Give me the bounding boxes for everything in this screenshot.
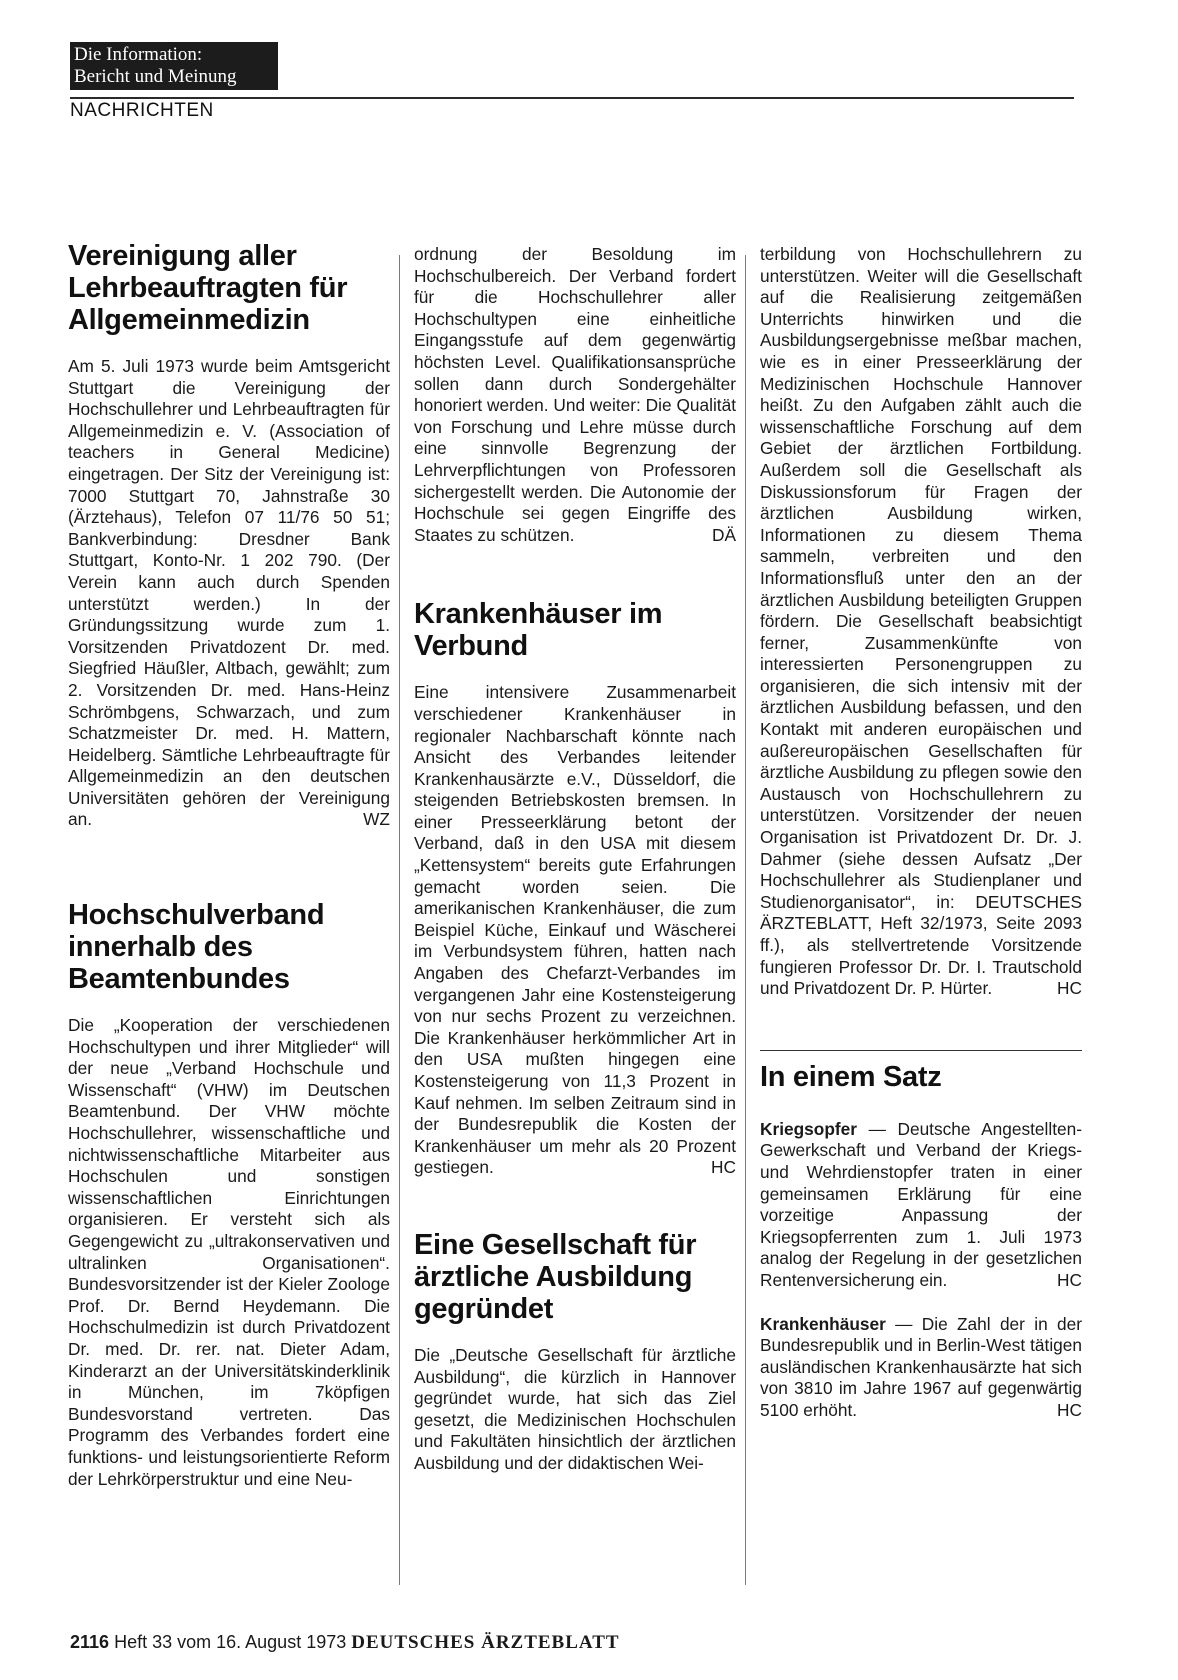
article-signature-hochschulverband: DÄ: [711, 524, 736, 545]
rubric-line-1: Die Information:: [74, 44, 203, 65]
article-text-vereinigung: Am 5. Juli 1973 wurde beim Amtsgericht Stuttgart die Vereinigung der Hochschullehrer und Lehrbeauftragten für Allgemeinmedizin e. V. (Association of teachers in General Medicine) eingetragen. Der Sitz der Vereinigung ist: 7000 Stuttgart 70, Jahnstraße 30 (Ärztehaus), Telefon 07 11/76 50 51; Bankverbindung: Dresdner Bank Stuttgart, Konto-Nr. 1 202 790. (Der Verein kann auch durch Spenden unterstützt werden.) In der Gründungssitzung wurde zum 1. Vorsitzenden Privatdozent Dr. med. Siegfried Häußler, Altbach, gewählt; zum 2. Vorsitzenden Dr. med. Hans-Heinz Schrömbgens, Schwarzach, und zum Schatzmeister Dr. med. H. Mattern, Heidelberg. Sämtliche Lehrbeauftragte für Allgemeinmedizin an den deutschen Universitäten gehören der Vereinigung an.: [68, 356, 390, 830]
article-title-vereinigung: Vereinigung aller Lehrbeauftragten für Allgemeinmedizin: [68, 240, 348, 336]
article-signature-krankenhaeuser: HC: [711, 1157, 736, 1178]
article-body-gesellschaft-part2: [760, 244, 1082, 1000]
satz-term-krankenhaeuser: Krankenhäuser: [760, 1313, 886, 1334]
article-body-hochschulverband-part1: Die „Kooperation der verschiedenen Hochschultypen und ihrer Mitglieder“ will der neue „Verband Hochschule und Wissenschaft“ (VHW) im Deutschen Beamtenbund. Der VHW möchte Hochschullehrer, wissenschaftliche und nichtwissenschaftliche Mitarbeiter aus Hochschulen und sonstigen wissenschaftlichen Einrichtungen organisieren. Er versteht sich als Gegengewicht zu „ultrakonservativen und ultralinken Organisationen“. Bundesvorsitzender ist der Kieler Zoologe Prof. Dr. Bernd Heydemann. Die Hochschulmedizin ist durch Privatdozent Dr. med. Dr. rer. nat. Dieter Adam, Kinderarzt an der Universitätskinderklinik in München, im 7köpfigen Bundesvorstand vertreten. Das Programm des Verbandes fordert eine funktions- und leistungsorientierte Reform der Lehrkörperstruktur und eine Neu-: [68, 1015, 390, 1489]
article-signature-gesellschaft: HC: [1057, 978, 1082, 999]
article-text-krankenhaeuser: Eine intensivere Zusammenarbeit verschiedener Krankenhäuser in regionaler Nachbarschaft könnte nach Ansicht des Verbandes leitender Krankenhausärzte e.V., Düsseldorf, die steigenden Betriebskosten bremsen. In einer Presseerklärung betont der Verband, daß in den USA mit diesem „Kettensystem“ bereits gute Erfahrungen gemacht worden seien. Die amerikanischen Krankenhäuser, die zum Beispiel Küche, Einkauf und Wäscherei im Verbundsystem führen, hatten nach Angaben des Chefarzt-Verbandes im vergangenen Jahr eine Kostensteigerung von nur sechs Prozent zu verzeichnen. Die Krankenhäuser herkömmlicher Art in den USA mußten hingegen eine Kostensteigerung von 11,3 Prozent in Kauf nehmen. Im selben Zeitraum sind in der Bundesrepublik die Kosten der Krankenhäuser um mehr als 20 Prozent gestiegen.: [414, 682, 736, 1178]
article-body-krankenhaeuser: [414, 682, 736, 1179]
satz-signature-krankenhaeuser: HC: [1057, 1399, 1082, 1420]
article-title-gesellschaft: Eine Gesellschaft für ärztliche Ausbildung gegründet: [414, 1228, 697, 1325]
article-text-gesellschaft-cont: terbildung von Hochschullehrern zu unterstützen. Weiter will die Gesellschaft auf die Realisierung zeitgemäßen Unterrichts hinwirken und die Ausbildungsergebnisse meßbar machen, wie es in einer Presseerklärung der Medizinischen Hochschule Hannover heißt. Zu den Aufgaben zählt auch die wissenschaftliche Forschung auf dem Gebiet der ärztlichen Fortbildung. Außerdem soll die Gesellschaft als Diskussionsforum für Fragen der ärztlichen Ausbildung wirken, Informationen zu diesem Thema sammeln, verbreiten und den Informationsfluß unter den an der ärztlichen Ausbildung beteiligten Gruppen fördern. Die Gesellschaft beabsichtigt ferner, Zusammenkünfte von interessierten Personengruppen zu organisieren, die sich intensiv mit der ärztlichen Ausbildung befassen, und den Kontakt mit anderen europäischen und außereuropäischen Gesellschaften für ärztliche Ausbildung zu pflegen sowie den Austausch von Hochschullehrern zu unterstützen. Vorsitzender der neuen Organisation ist Privatdozent Dr. Dr. J. Dahmer (siehe dessen Aufsatz „Der Hochschullehrer als Studienplaner und Studienorganisator“, in: DEUTSCHES ÄRZTEBLATT, Heft 32/1973, Seite 2093 ff.), als stellvertretende Vorsitzende fungieren Professor Dr. Dr. I. Trautschold und Privatdozent Dr. P. Hürter.: [760, 244, 1082, 999]
column-2: [414, 244, 736, 1475]
article-title-krankenhaeuser: Krankenhäuser im Verbund: [414, 598, 663, 663]
article-title-satz: In einem Satz: [760, 1060, 942, 1093]
page-number: 2116: [70, 1632, 110, 1652]
article-body-gesellschaft-part1: Die „Deutsche Gesellschaft für ärztliche Ausbildung“, die kürzlich in Hannover gegründet wurde, hat sich das Ziel gesetzt, die Medizinischen Hochschulen und Fakultäten hinsichtlich der ärztlichen Ausbildung und der didaktischen Wei-: [414, 1344, 736, 1473]
article-body-vereinigung: [68, 356, 390, 831]
page-footer: [70, 1632, 620, 1654]
satz-text-krankenhaeuser: — Die Zahl der in der Bundesrepublik und in Berlin-West tätigen ausländischen Krankenhausärzte hat sich von 3810 im Jahre 1967 auf gegenwärtig 5100 erhöht.: [760, 1313, 1082, 1420]
article-text-hochschulverband-cont: ordnung der Besoldung im Hochschulbereich. Der Verband fordert für die Hochschullehrer aller Hochschultypen eine einheitliche Eingangsstufe auf dem gegenwärtig höchsten Level. Qualifikationsansprüche sollen dann durch Sondergehälter honoriert werden. Und weiter: Die Qualität von Forschung und Lehre müsse durch eine sinnvolle Begrenzung der Lehrverpflichtungen von Professoren sichergestellt werden. Die Autonomie der Hochschule sei gegen Eingriffe des Staates zu schützen.: [414, 244, 736, 545]
satz-text-kriegsopfer: — Deutsche Angestellten-Gewerkschaft und Verband der Kriegs- und Wehrdienstopfer traten in einer gemeinsamen Erklärung für eine vorzeitige Anpassung der Kriegsopferrenten zum 1. Juli 1973 analog der Regelung in der gesetzlichen Rentenversicherung ein.: [760, 1118, 1082, 1290]
rubric-line-2: Bericht und Meinung: [74, 66, 237, 87]
article-body-hochschulverband-part2: [414, 244, 736, 546]
article-signature-vereinigung: WZ: [363, 809, 390, 830]
satz-rule: [760, 1050, 1082, 1051]
section-label: NACHRICHTEN: [70, 100, 214, 121]
column-1: [68, 240, 390, 1490]
column-separator-2: [745, 255, 746, 1585]
article-title-hochschulverband: Hochschulverband innerhalb des Beamtenbundes: [68, 899, 325, 996]
column-separator-1: [399, 255, 400, 1585]
column-3: [760, 244, 1082, 1444]
satz-signature-kriegsopfer: HC: [1057, 1269, 1082, 1290]
issue-info: Heft 33 vom 16. August 1973: [114, 1632, 347, 1652]
satz-item-kriegsopfer: [760, 1119, 1082, 1292]
satz-term-kriegsopfer: Kriegsopfer: [760, 1118, 857, 1139]
header-rule: [70, 97, 1074, 99]
satz-item-krankenhaeuser: [760, 1314, 1082, 1422]
rubric-box: [70, 42, 278, 90]
magazine-name: DEUTSCHES ÄRZTEBLATT: [351, 1632, 620, 1653]
